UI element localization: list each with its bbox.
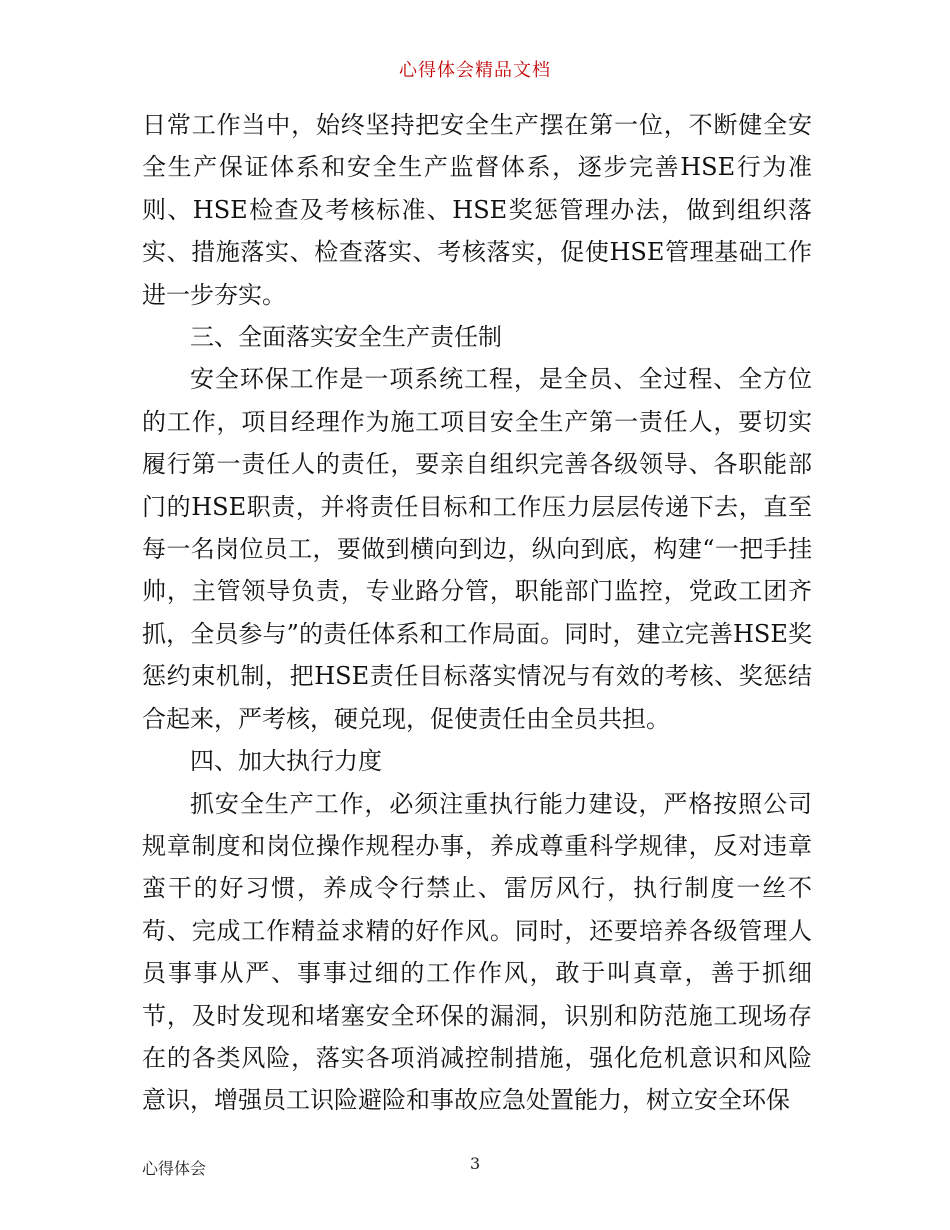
paragraph-responsibility: 安全环保工作是一项系统工程，是全员、全过程、全方位的工作，项目经理作为施工项目安全生产第一责任人，要切实履行第一责任人的责任，要亲自组织完善各级领导、各职能部门的HSE职责，并将责任目标和工作压力层层传递下去，直至每一名岗位员工，要做到横向到边，纵向到底，构建“一把手挂帅，主管领导负责，专业路分管，职能部门监控，党政工团齐抓，全员参与”的责任体系和工作局面。同时，建立完善HSE奖惩约束机制，把HSE责任目标落实情况与有效的考核、奖惩结合起来，严考核，硬兑现，促使责任由全员共担。 [142,365,812,733]
document-header-title: 心得体会精品文档 [399,60,551,81]
paragraph-continuation: 日常工作当中，始终坚持把安全生产摆在第一位，不断健全安全生产保证体系和安全生产监督体系，逐步完善HSE行为准则、HSE检查及考核标准、HSE奖惩管理办法，做到组织落实、措施落实、检查落实、考核落实，促使HSE管理基础工作进一步夯实。 [142,111,812,309]
page-number: 3 [470,1154,481,1173]
section-heading-3: 三、全面落实安全生产责任制 [190,323,502,352]
section-heading-4: 四、加大执行力度 [190,747,382,776]
paragraph-execution: 抓安全生产工作，必须注重执行能力建设，严格按照公司规章制度和岗位操作规程办事，养成尊重科学规律，反对违章蛮干的好习惯，养成令行禁止、雷厉风行，执行制度一丝不苟、完成工作精益求精的好作风。同时，还要培养各级管理人员事事从严、事事过细的工作作风，敢于叫真章，善于抓细节，及时发现和堵塞安全环保的漏洞，识别和防范施工现场存在的各类风险，落实各项消减控制措施，强化危机意识和风险意识，增强员工识险避险和事故应急处置能力，树立安全环保 [142,789,812,1115]
footer-label: 心得体会 [142,1159,207,1178]
document-body [142,104,812,1122]
